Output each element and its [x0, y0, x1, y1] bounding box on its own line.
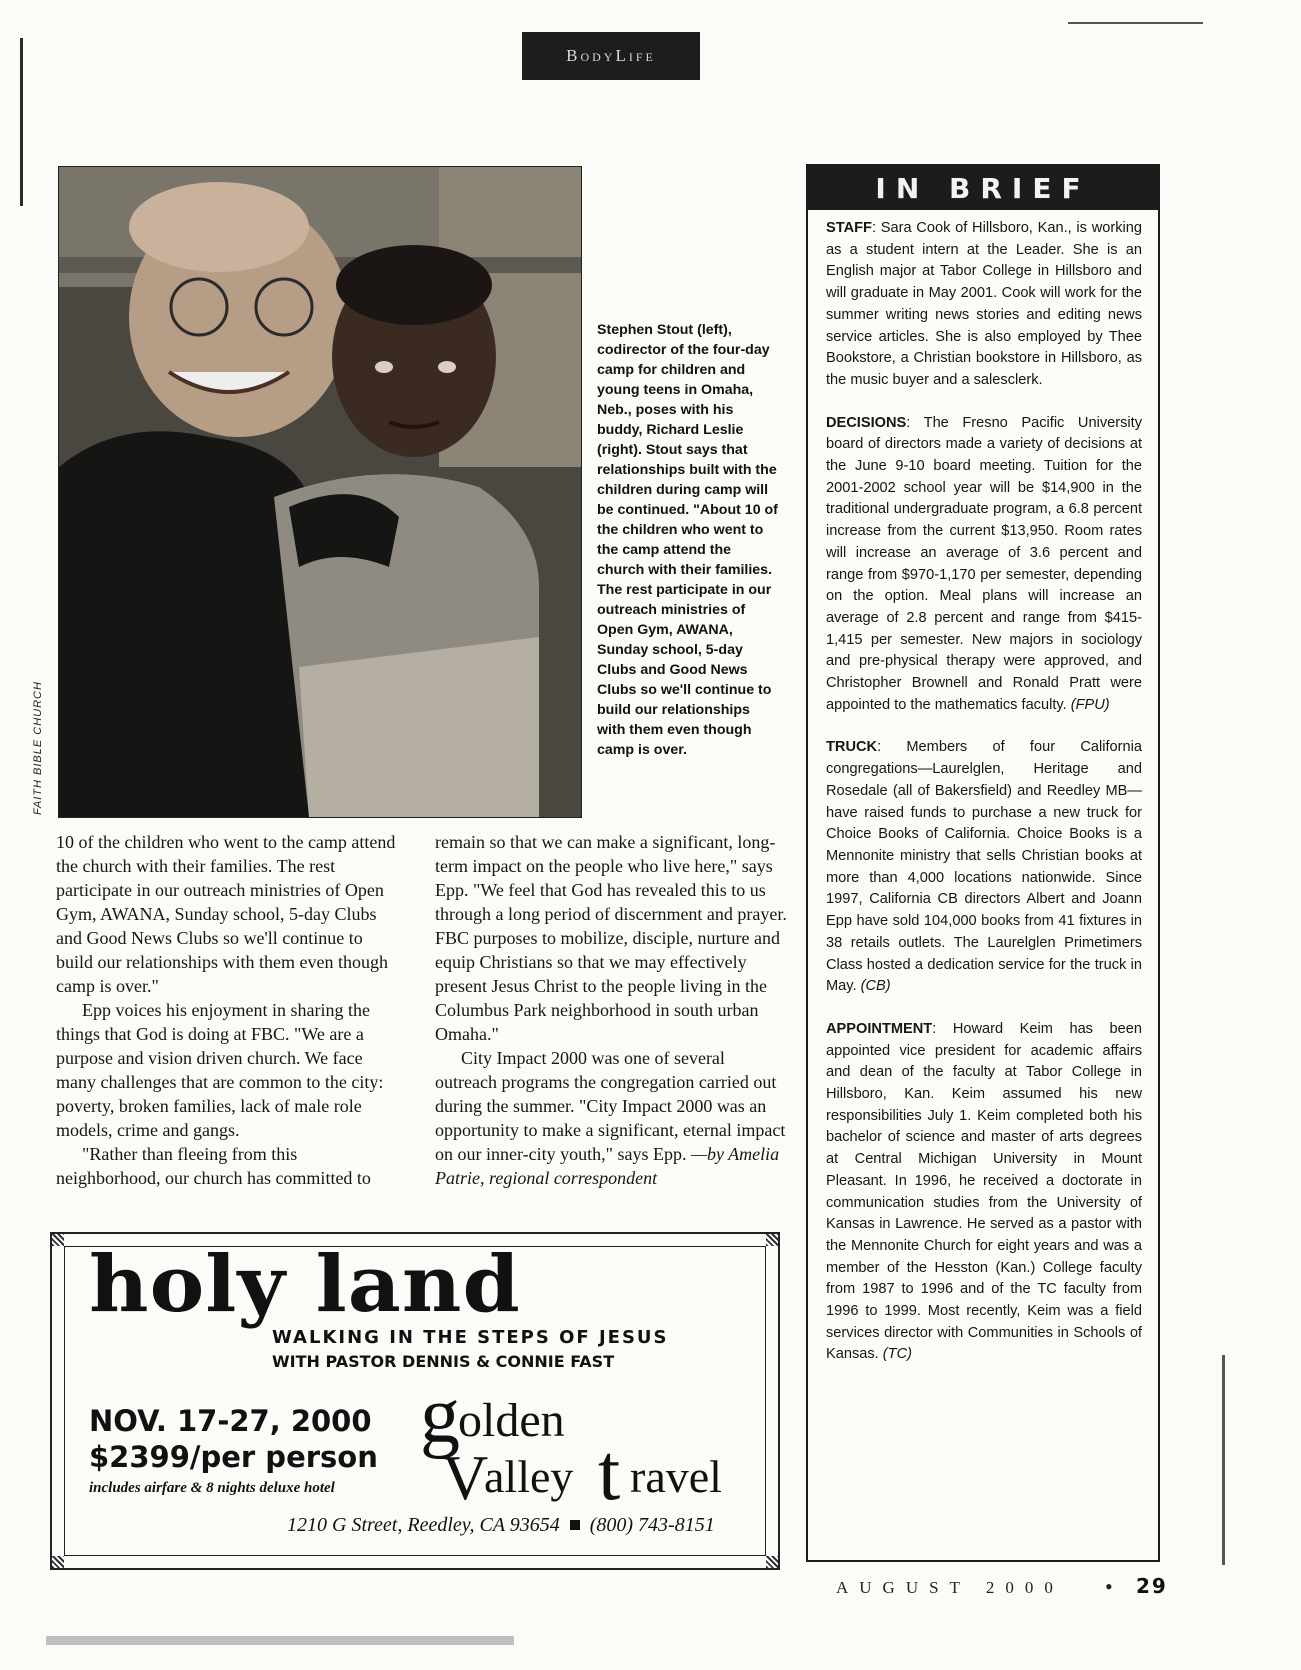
logo-initial-v: V — [442, 1442, 489, 1504]
brief-item-truck — [826, 737, 1142, 997]
brief-label: APPOINTMENT — [826, 1020, 933, 1037]
logo-text-olden: olden — [458, 1394, 565, 1447]
article-paragraph: remain so that we can make a significant, long-term impact on the people who live here," says Epp. "We feel that God has revealed this to us through a long period of discernment and prayer. FBC purposes to mobilize, disciple, nurture and equip Christians so that we may effectively present Jesus Christ to the people living in the Columbus Park neighborhood in south urban Omaha." — [435, 832, 787, 1044]
in-brief-sidebar — [806, 164, 1160, 1562]
ad-hosts: WITH PASTOR DENNIS & CONNIE FAST — [272, 1352, 615, 1371]
photo-credit: FAITH BIBLE CHURCH — [32, 681, 44, 815]
brief-text: : Members of four California congregations—Laurelglen, Heritage and Rosedale (all of Bakersfield) and Reedley MB—have raised funds to purchase a new truck for Choice Books of California. Choice Books is a Mennonite ministry that sells Christian books at more than 4,000 locations nationwide. Since 1997, California CB directors Albert and Joann Epp have sold 104,000 books from 41 fixtures in 38 retails outlets. The Laurelglen Primetimers Class hosted a dedication service for the truck in May. — [826, 739, 1142, 995]
margin-rule — [1068, 22, 1203, 24]
ad-corner — [52, 1234, 64, 1246]
logo-text-alley: alley — [484, 1451, 574, 1502]
ad-contact — [287, 1514, 715, 1537]
logo-initial-g: g — [420, 1384, 460, 1460]
ad-subtitle: WALKING IN THE STEPS OF JESUS — [272, 1327, 669, 1348]
ad-price: $2399/per person — [89, 1440, 378, 1474]
brief-item-decisions — [826, 413, 1142, 717]
byline: —by Amelia Patrie, regional correspondent — [435, 1144, 780, 1188]
photo-caption: Stephen Stout (left), codirector of the four-day camp for children and young teens in Omaha, Neb., poses with his buddy, Richard Leslie (right). Stout says that relationships built with the children during camp will be continued. "About 10 of the children who went to the camp attend the church with their families. The rest participate in our outreach ministries of Open Gym, AWANA, Sunday school, 5-day Clubs and Good News Clubs so we'll continue to build our relationships with them even though camp is over. — [597, 322, 778, 758]
brief-text: : Sara Cook of Hillsboro, Kan., is working as a student intern at the Leader. She is an English major at Tabor College in Hillsboro and will graduate in May 2001. Cook will work for the summer writing news stories and editing news service articles. She is also employed by Thee Bookstore, a Christian bookstore in Hillsboro, as the music buyer and a salesclerk. — [826, 220, 1142, 388]
brief-item-appointment — [826, 1019, 1142, 1366]
sidebar-header — [808, 166, 1158, 210]
logo-initial-t: t — [598, 1429, 621, 1504]
sidebar-body — [826, 218, 1142, 1387]
ad-address: 1210 G Street, Reedley, CA 93654 — [287, 1514, 560, 1536]
margin-rule — [46, 1636, 514, 1645]
brief-text: : The Fresno Pacific University board of directors made a variety of decisions at the June 9-10 board meeting. Tuition for the 2001-2002 school year will be $14,900 in the traditional undergraduate program, a 6.8 percent increase from the current $13,950. Room rates will increase an average of 3.6 percent and range from $970-1,170 per semester, depending on the option. Meal plans will increase an average of 2.8 percent and range from $415-1,415 per semester. New majors in sociology and pre-physical therapy were approved, and Christopher Brownell and Ronald Pratt were appointed to the mathematics faculty. — [826, 414, 1142, 713]
brief-text: : Howard Keim has been appointed vice president for academic affairs and dean of the faculty at Tabor College in Hillsboro, Kan. Keim assumed his new responsibilities July 1. Keim completed both his bachelor of science and master of arts degrees at Central Michigan University in Mount Pleasant. In 1996, he received a doctorate in communication studies from the University of Kansas in Lawrence. He served as a pastor with the Mennonite Church for eight years and was a member of the Hesston (Kan.) College faculty from 1987 to 1996 and of the TC faculty from 1996 to 1999. Most recently, Keim was a field services director with Communities in Schools of Kansas. — [826, 1020, 1142, 1363]
ad-corner — [766, 1234, 778, 1246]
margin-rule — [1222, 1355, 1225, 1565]
article-paragraph-text: City Impact 2000 was one of several outreach programs the congregation carried out during the summer. "City Impact 2000 was an opportunity to make a significant, eternal impact on our inner-city youth," says Epp. — [435, 1048, 786, 1164]
article-paragraph: 10 of the children who went to the camp attend the church with their families. The rest participate in our outreach ministries of Open Gym, AWANA, Sunday school, 5-day Clubs and Good News Clubs so we'll continue to build our relationships with them even though camp is over." — [56, 832, 396, 996]
brief-label: TRUCK — [826, 739, 878, 756]
brief-label: STAFF — [826, 220, 872, 236]
travel-advertisement — [50, 1232, 780, 1570]
sidebar-title: IN BRIEF — [875, 171, 1091, 205]
article-column-1 — [56, 830, 400, 1190]
brief-label: DECISIONS — [826, 414, 907, 431]
ad-includes: includes airfare & 8 nights deluxe hotel — [89, 1480, 335, 1496]
article-paragraph — [435, 1046, 790, 1190]
ad-corner — [766, 1556, 778, 1568]
ad-title: holy land — [89, 1239, 521, 1330]
footer-separator: • — [1105, 1574, 1113, 1599]
brief-source: (CB) — [860, 978, 891, 995]
ad-phone: (800) 743-8151 — [589, 1514, 715, 1536]
bullet-square-icon — [570, 1520, 580, 1530]
footer-issue-date: AUGUST 2000 — [836, 1578, 1064, 1597]
golden-valley-travel-logo — [420, 1384, 750, 1504]
brief-source: (FPU) — [1070, 696, 1110, 713]
article-paragraph: "Rather than fleeing from this neighborhood, our church has committed to — [56, 1144, 371, 1188]
ad-dates: NOV. 17-27, 2000 — [89, 1404, 372, 1438]
brief-source: (TC) — [882, 1346, 912, 1363]
ad-corner — [52, 1556, 64, 1568]
page-number: 29 — [1136, 1574, 1168, 1598]
article-column-2 — [435, 830, 790, 1190]
brief-item-staff — [826, 218, 1142, 392]
logo-text-ravel: ravel — [630, 1451, 722, 1502]
camp-photo — [58, 166, 582, 818]
margin-rule — [20, 38, 23, 206]
section-tag: BodyLife — [522, 32, 700, 80]
article-paragraph: Epp voices his enjoyment in sharing the things that God is doing at FBC. "We are a purpose and vision driven church. We face many challenges that are common to the city: poverty, broken families, lack of male role models, crime and gangs. — [56, 1000, 384, 1140]
